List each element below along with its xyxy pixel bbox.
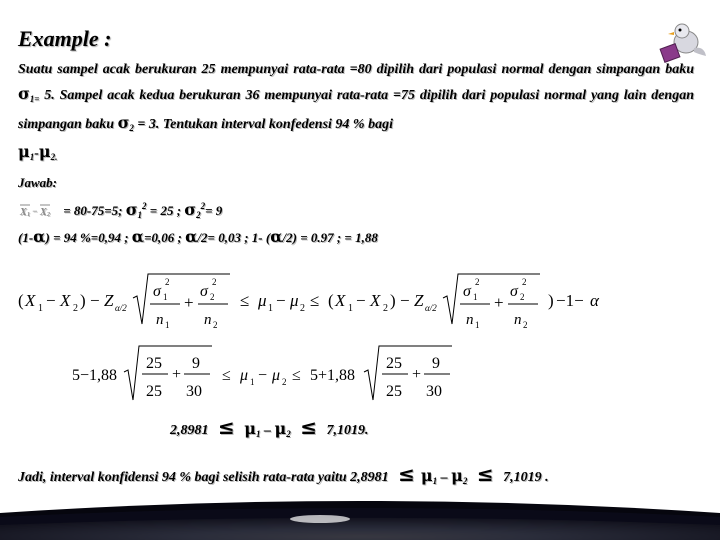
- svg-text:): ): [390, 291, 396, 310]
- sigma1-subscript: 1=: [29, 94, 40, 104]
- svg-text:9: 9: [192, 355, 200, 372]
- alpha-text-d: /2= 0,03 ; 1- (: [197, 230, 271, 245]
- svg-text:X: X: [25, 291, 36, 310]
- svg-text:1: 1: [27, 212, 30, 218]
- svg-text:α/2: α/2: [115, 303, 127, 313]
- svg-text:μ: μ: [240, 367, 249, 384]
- svg-text:25: 25: [386, 383, 402, 400]
- svg-text:2: 2: [213, 320, 218, 330]
- svg-text:25: 25: [386, 355, 402, 372]
- mu-symbol: μ: [420, 466, 433, 485]
- svg-text:X: X: [60, 291, 71, 310]
- mu1-subscript: 1: [255, 429, 261, 439]
- svg-text:≤: ≤: [310, 291, 320, 310]
- svg-text:≤: ≤: [240, 291, 250, 310]
- svg-text:μ: μ: [290, 291, 299, 310]
- svg-text:9: 9: [432, 355, 440, 372]
- numeric-interval-formula: [72, 342, 492, 406]
- svg-text:): ): [548, 291, 554, 310]
- svg-text:≤: ≤: [292, 367, 301, 384]
- sigma-symbol: σ: [117, 113, 130, 132]
- svg-text:X: X: [370, 291, 381, 310]
- svg-text:5−1,88: 5−1,88: [72, 367, 118, 384]
- conclusion-upper-bound: 7,1019: [503, 470, 542, 485]
- svg-text:2: 2: [475, 277, 480, 287]
- svg-text:(: (: [18, 291, 24, 310]
- svg-text:(: (: [328, 291, 334, 310]
- svg-text:−: −: [400, 291, 410, 310]
- mu1-subscript: 1: [29, 152, 35, 162]
- conclusion-sentence: Jadi, interval konfidensi 94 % bagi selisih rata-rata yaitu 2,8981: [18, 470, 389, 485]
- svg-text:1: 1: [250, 377, 255, 387]
- sigma1-subscript: 1: [137, 210, 143, 220]
- svg-text:2: 2: [210, 292, 215, 302]
- svg-text:): ): [80, 291, 86, 310]
- svg-text:−: −: [356, 291, 366, 310]
- svg-text:μ: μ: [258, 291, 267, 310]
- svg-text:α/2: α/2: [425, 303, 437, 313]
- svg-text:2: 2: [212, 277, 217, 287]
- svg-text:n: n: [514, 312, 522, 328]
- answer-label: Jawab:: [18, 175, 57, 190]
- mean-difference: = 80-75=5;: [63, 203, 123, 218]
- svg-text:−: −: [258, 367, 268, 384]
- sigma2-subscript: 2: [196, 210, 201, 220]
- alpha-text-c: =0,06 ;: [144, 230, 182, 245]
- alpha-text-e: /2) = 0.97 ; = 1,88: [282, 230, 378, 245]
- svg-text:−: −: [32, 206, 38, 216]
- mu2-subscript: 2.: [50, 152, 58, 162]
- svg-text:25: 25: [146, 383, 162, 400]
- xbar-difference-icon: [18, 203, 60, 217]
- alpha-text-b: ) = 94 %=0,94 ;: [45, 230, 129, 245]
- square-superscript: 2: [142, 201, 147, 211]
- svg-text:X: X: [20, 207, 27, 218]
- svg-text:2: 2: [520, 292, 525, 302]
- svg-text:+: +: [172, 366, 182, 383]
- svg-text:X: X: [335, 291, 346, 310]
- svg-text:30: 30: [186, 383, 202, 400]
- answer-line-1: [18, 200, 222, 220]
- mu1-subscript: 1: [432, 476, 438, 486]
- mu-symbol: μ: [451, 466, 463, 485]
- leq-symbol: ≤: [476, 462, 494, 486]
- page-title: Example :: [18, 26, 112, 51]
- confidence-interval-formula: [18, 268, 599, 332]
- earth-horizon-footer: [0, 495, 720, 540]
- svg-text:2: 2: [73, 303, 78, 314]
- alpha-symbol: α: [33, 227, 46, 246]
- svg-text:n: n: [156, 312, 164, 328]
- problem-text-1: Suatu sampel acak berukuran 25 mempunyai rata-rata =80 dipilih dari populasi normal dengan simpangan baku: [18, 62, 694, 77]
- problem-text-3: = 3. Tentukan interval konfedensi 94 % bagi: [133, 117, 393, 132]
- svg-text:−: −: [276, 291, 286, 310]
- svg-text:2: 2: [47, 212, 50, 218]
- sigma2-subscript: 2: [129, 123, 134, 133]
- svg-text:1: 1: [475, 320, 480, 330]
- svg-text:≤: ≤: [222, 367, 231, 384]
- svg-text:1: 1: [165, 320, 170, 330]
- svg-text:−1−: −1−: [556, 291, 584, 310]
- svg-text:2: 2: [522, 277, 527, 287]
- alpha-symbol: α: [270, 227, 283, 246]
- lower-bound: 2,8981: [170, 423, 209, 438]
- svg-text:1: 1: [163, 292, 168, 302]
- svg-text:2: 2: [300, 303, 305, 314]
- alpha-text-a: (1-: [18, 230, 34, 245]
- mu2-subscript: 2: [462, 476, 468, 486]
- sigma-symbol: σ: [184, 200, 197, 219]
- answer-line-2: [18, 227, 378, 246]
- svg-text:30: 30: [426, 383, 442, 400]
- svg-text:1: 1: [348, 303, 353, 314]
- svg-text:−: −: [46, 291, 56, 310]
- svg-text:α: α: [590, 291, 599, 310]
- svg-text:1: 1: [473, 292, 478, 302]
- sigma1-squared-value: = 25 ;: [146, 203, 182, 218]
- svg-text:2: 2: [165, 277, 170, 287]
- upper-bound: 7,1019.: [326, 423, 369, 438]
- sigma-symbol: σ: [125, 200, 138, 219]
- svg-text:Z: Z: [414, 291, 424, 310]
- interval-result: $2,8981 \le \mu_1 - \mu_2 \le 7,1019$.: [170, 415, 369, 439]
- mu-symbol: μ: [18, 142, 30, 161]
- leq-symbol: ≤: [300, 415, 317, 439]
- svg-text:2: 2: [523, 320, 528, 330]
- mu-symbol: μ: [38, 142, 51, 161]
- svg-text:μ: μ: [272, 367, 281, 384]
- sigma2-squared-value: = 9: [205, 203, 223, 218]
- svg-text:Z: Z: [104, 291, 114, 310]
- svg-text:+: +: [184, 293, 194, 312]
- svg-text:n: n: [204, 312, 212, 328]
- svg-text:X: X: [40, 207, 47, 218]
- svg-text:σ: σ: [463, 283, 471, 300]
- svg-text:n: n: [466, 312, 474, 328]
- leq-symbol: ≤: [398, 462, 415, 486]
- svg-text:σ: σ: [153, 283, 161, 300]
- sigma-symbol: σ: [18, 84, 30, 103]
- svg-text:σ: σ: [510, 283, 518, 300]
- svg-text:σ: σ: [200, 283, 208, 300]
- svg-text:1: 1: [38, 303, 43, 314]
- svg-text:1: 1: [268, 303, 273, 314]
- svg-text:5+1,88: 5+1,88: [310, 367, 356, 384]
- problem-statement: Suatu sampel acak berukuran 25 mempunyai rata-rata =80 dipilih dari populasi normal dengan simpangan baku $\sigma_{1=}$ 5. Sampel acak kedua berukuran 36 mempunyai rata-rata =75 dipilih dari populasi normal yang lain dengan simpangan baku $\sigma_2 = 3$. Tentukan interval konfedensi 94 % bagi $\mu_1-\mu_{2.}$: [18, 62, 694, 162]
- svg-text:−: −: [90, 291, 100, 310]
- conclusion-text: Jadi, interval konfidensi 94 % bagi selisih rata-rata yaitu $2,8981 \le \mu_1 - \mu_2 \le 7,1019$ .: [18, 462, 549, 486]
- alpha-symbol: α: [131, 227, 145, 246]
- square-superscript: 2: [200, 201, 206, 211]
- mu-symbol: μ: [274, 419, 287, 438]
- alpha-symbol: α: [185, 227, 198, 246]
- problem-text-2: 5. Sampel acak kedua berukuran 36 mempunyai rata-rata =75 dipilih dari populasi normal yang lain dengan simpangan baku: [18, 88, 694, 132]
- mu-symbol: μ: [244, 419, 256, 438]
- svg-text:+: +: [412, 366, 422, 383]
- leq-symbol: ≤: [218, 415, 235, 439]
- svg-text:25: 25: [146, 355, 162, 372]
- mu2-subscript: 2: [286, 429, 291, 439]
- svg-text:+: +: [494, 293, 504, 312]
- svg-text:2: 2: [383, 303, 388, 314]
- svg-text:2: 2: [282, 377, 287, 387]
